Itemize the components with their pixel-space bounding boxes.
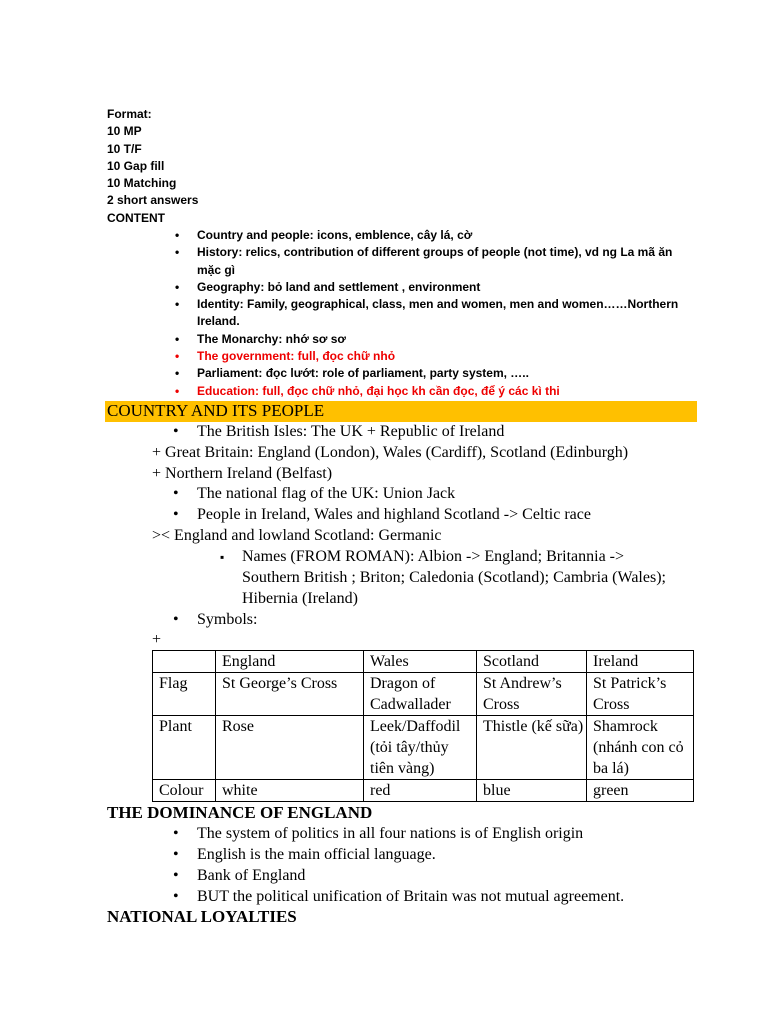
section-heading-country: COUNTRY AND ITS PEOPLE: [107, 401, 325, 420]
dominance-item: • The system of politics in all four nations is of English origin: [197, 824, 583, 845]
table-row: [153, 780, 694, 802]
table-header-cell: England: [216, 651, 364, 673]
bullet-national-flag: • The national flag of the UK: Union Jack: [197, 484, 455, 505]
table-cell: red: [364, 780, 477, 802]
table-cell: [153, 651, 216, 673]
format-line: 10 Matching: [107, 176, 177, 191]
table-cell: Thistle (kế sữa): [477, 716, 587, 780]
table-cell: blue: [477, 780, 587, 802]
content-label: CONTENT: [107, 210, 165, 225]
table-header-row: [153, 651, 694, 673]
dominance-item: • BUT the political unification of Britain was not mutual agreement.: [197, 887, 624, 908]
content-list: [197, 227, 687, 400]
bullet-celtic: • People in Ireland, Wales and highland Scotland -> Celtic race: [197, 505, 591, 526]
format-line: 2 short answers: [107, 193, 199, 208]
table-cell: Rose: [216, 716, 364, 780]
table-cell: St Patrick’s Cross: [587, 673, 694, 716]
bullet-british-isles: • The British Isles: The UK + Republic of Ireland: [197, 422, 504, 443]
content-item: • History: relics, contribution of different groups of people (not time), vd ng La mã ăn mặc gì: [197, 244, 687, 279]
bullet-symbols: • Symbols:: [197, 610, 257, 631]
content-item-red: • Education: full, đọc chữ nhỏ, đại học kh cần đọc, để ý các kì thi: [197, 383, 687, 400]
table-cell: green: [587, 780, 694, 802]
table-cell: Dragon of Cadwallader: [364, 673, 477, 716]
table-row: [153, 716, 694, 780]
names-item: [220, 547, 682, 609]
line-northern-ireland: + Northern Ireland (Belfast): [152, 465, 333, 482]
line-germanic: >< England and lowland Scotland: Germanic: [152, 527, 442, 544]
table-row: [153, 673, 694, 716]
section-heading-loyalties: NATIONAL LOYALTIES: [107, 907, 297, 926]
content-item: • The Monarchy: nhớ sơ sơ: [197, 331, 687, 348]
format-block: [107, 106, 198, 227]
dominance-item: • Bank of England: [197, 866, 305, 887]
content-item: • Geography: bỏ land and settlement , environment: [197, 279, 687, 296]
dominance-item: • English is the main official language.: [197, 845, 436, 866]
plus-marker: +: [152, 631, 162, 648]
table-header-cell: Ireland: [587, 651, 694, 673]
table-cell: white: [216, 780, 364, 802]
table-cell: St Andrew’s Cross: [477, 673, 587, 716]
line-great-britain: + Great Britain: England (London), Wales (Cardiff), Scotland (Edinburgh): [152, 444, 629, 461]
names-text: Names (FROM ROMAN): Albion -> England; Britannia -> Southern British ; Briton; Caledonia (Scotland); Cambria (Wales); Hibernia (Ireland): [242, 548, 666, 607]
table-cell: Flag: [153, 673, 216, 716]
format-line: Format:: [107, 107, 152, 121]
symbols-table: [152, 650, 694, 802]
table-cell: Colour: [153, 780, 216, 802]
content-item: • Country and people: icons, emblence, cây lá, cờ: [197, 227, 687, 244]
content-item: • Identity: Family, geographical, class, men and women, men and women……Northern Ireland.: [197, 296, 687, 331]
format-line: 10 T/F: [107, 141, 142, 156]
table-header-cell: Wales: [364, 651, 477, 673]
table-cell: St George’s Cross: [216, 673, 364, 716]
bullet-dot: ▪: [220, 550, 225, 564]
format-line: 10 MP: [107, 124, 142, 139]
table-header-cell: Scotland: [477, 651, 587, 673]
section-heading-dominance: THE DOMINANCE OF ENGLAND: [107, 803, 373, 822]
content-item-red: • The government: full, đọc chữ nhỏ: [197, 348, 687, 365]
table-cell: Leek/Daffodil (tỏi tây/thủy tiên vàng): [364, 716, 477, 780]
content-item: • Parliament: đọc lướt: role of parliament, party system, …..: [197, 365, 687, 382]
table-cell: Shamrock (nhánh con cỏ ba lá): [587, 716, 694, 780]
table-cell: Plant: [153, 716, 216, 780]
format-line: 10 Gap fill: [107, 158, 165, 173]
